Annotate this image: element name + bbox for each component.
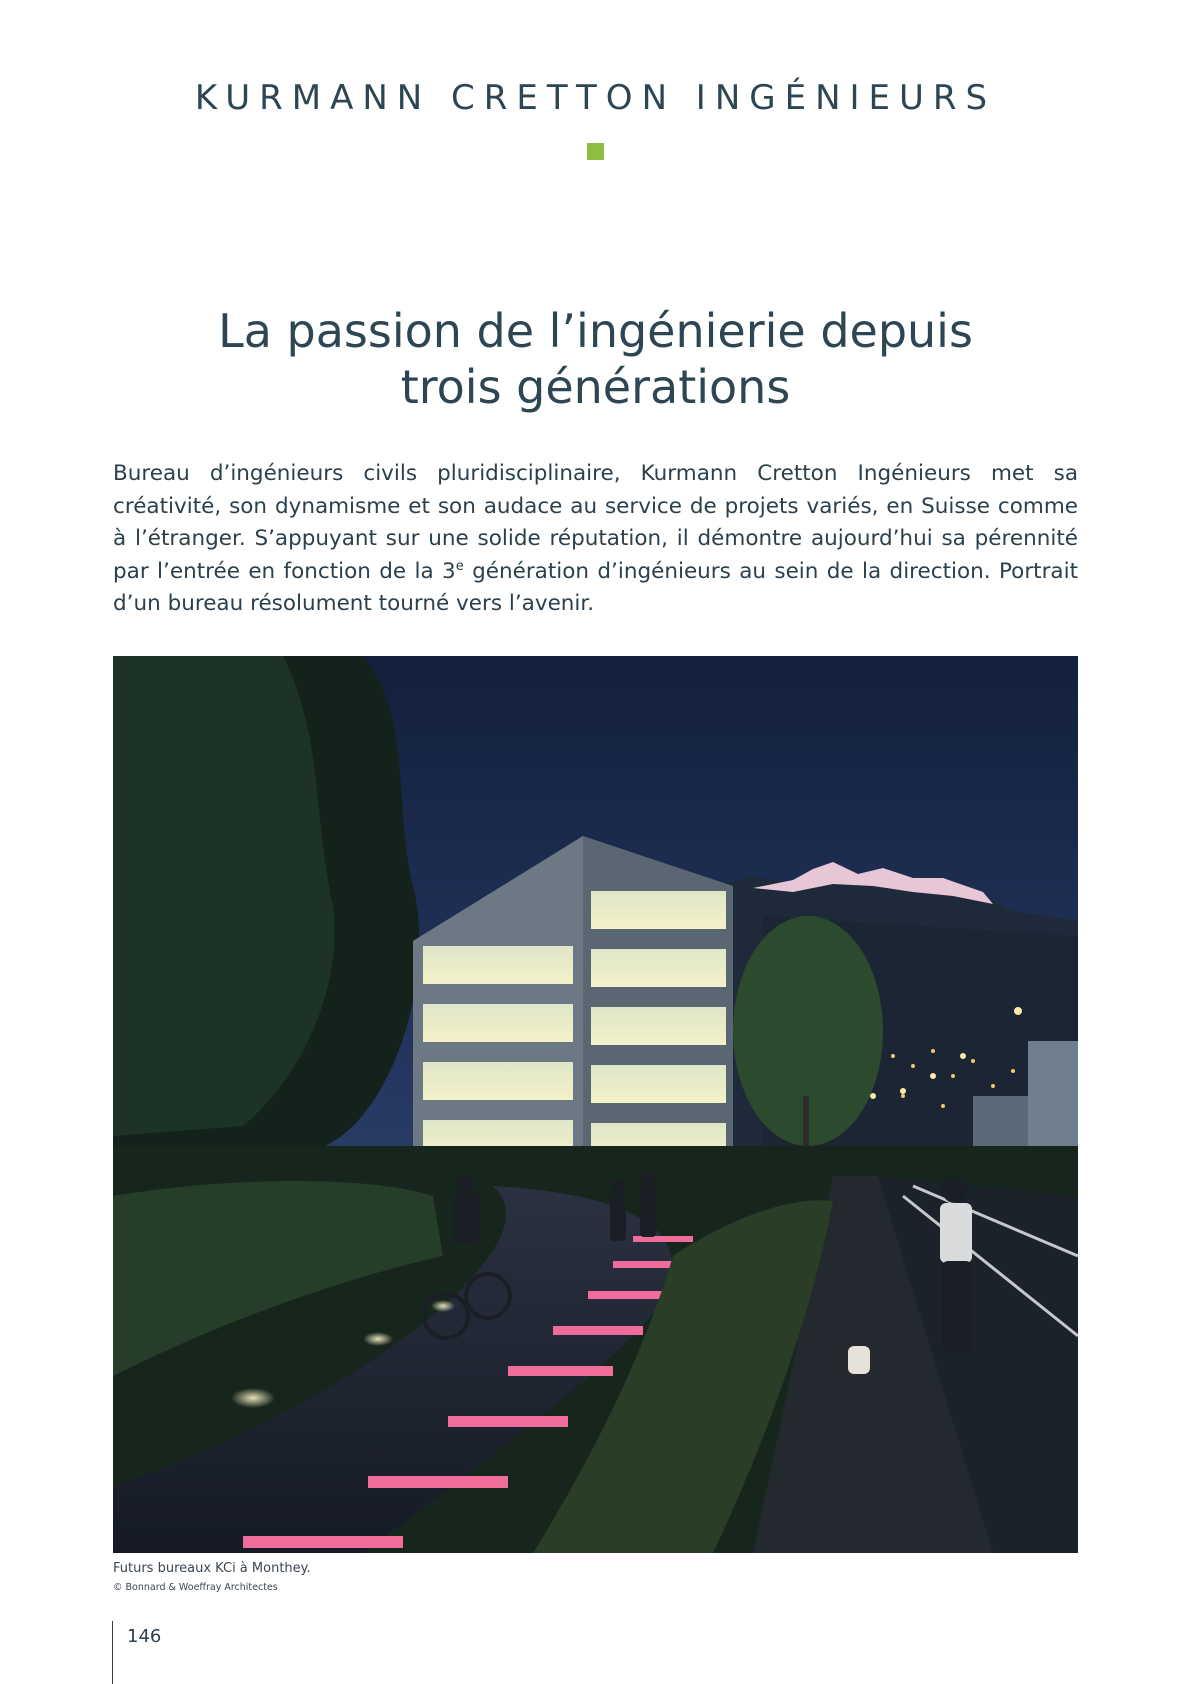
- page-number-rule: [112, 1621, 113, 1684]
- article-title-line-1: La passion de l’ingénierie depuis: [218, 304, 973, 358]
- figure-caption: Futurs bureaux KCi à Monthey.: [113, 1561, 311, 1576]
- intro-text-part-1: Bureau d’ingénieurs civils pluridisciplinaire, Kurmann Cretton Ingénieurs met sa créativité, son dynamisme et son audace au service de projets variés, en Suisse comme à l’étranger. S’appuyant sur une solide réputation, il démontre aujourd’hui sa pérennité par l’entrée en fonction de la 3: [113, 461, 1078, 584]
- article-title-line-2: trois générations: [400, 360, 791, 414]
- intro-text-part-2: génération d’ingénieurs au sein de la direction. Portrait d’un bureau résolument tourné vers l’avenir.: [113, 558, 1079, 616]
- brand-header: KURMANN CRETTON INGÉNIEURS: [194, 78, 997, 118]
- intro-superscript: e: [455, 558, 464, 574]
- brand-accent-square: [587, 143, 604, 160]
- article-title: [100, 303, 1091, 415]
- article-intro: [113, 458, 1078, 621]
- building-rendering-photo: [113, 656, 1078, 1553]
- figure-credit: © Bonnard & Woeffray Architectes: [113, 1582, 278, 1593]
- page-number: 146: [127, 1626, 162, 1647]
